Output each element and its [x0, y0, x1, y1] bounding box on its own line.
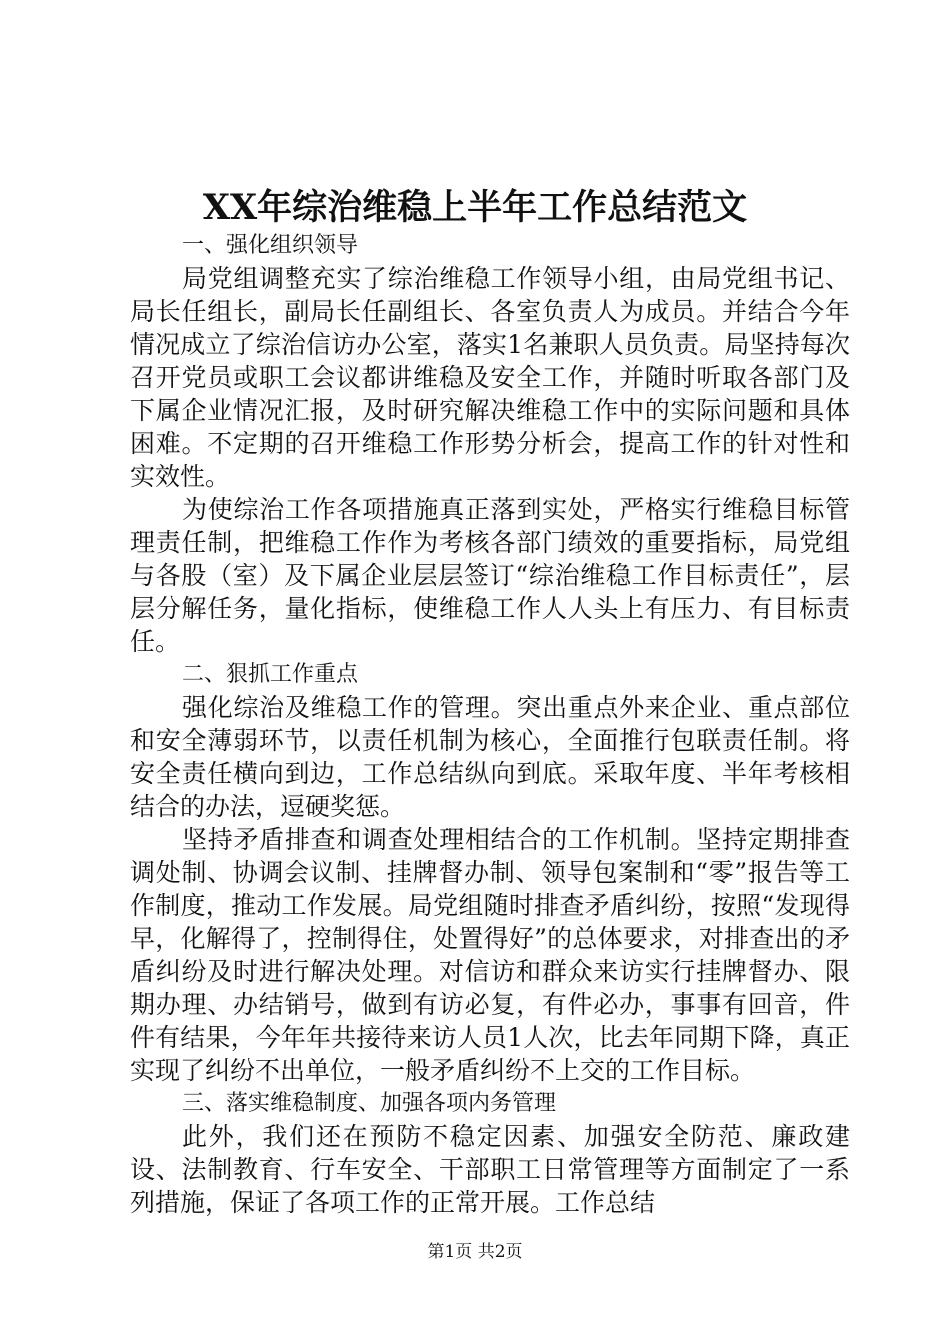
document-title: XX年综治维稳上半年工作总结范文 — [202, 187, 748, 228]
section-1 — [130, 229, 850, 658]
paragraph: 为使综治工作各项措施真正落到实处，严格实行维稳目标管理责任制，把维稳工作作为考核各部门绩效的重要指标，局党组与各股（室）及下属企业层层签订“综治维稳工作目标责任”，层层分解任务，量化指标，使维稳工作人人头上有压力、有目标责任。 — [130, 495, 850, 656]
section-2 — [130, 658, 850, 1087]
section-3 — [130, 1087, 850, 1219]
document-body — [130, 229, 850, 1219]
section-heading: 一、强化组织领导 — [182, 233, 359, 258]
paragraph: 局党组调整充实了综治维稳工作领导小组，由局党组书记、局长任组长，副局长任副组长、各室负责人为成员。并结合今年情况成立了综治信访办公室，落实1名兼职人员负责。局坚持每次召开党员或职工会议都讲维稳及安全工作，并随时听取各部门及下属企业情况汇报，及时研究解决维稳工作中的实际问题和具体困难。不定期的召开维稳工作形势分析会，提高工作的针对性和实效性。 — [130, 264, 850, 491]
paragraph: 强化综治及维稳工作的管理。突出重点外来企业、重点部位和安全薄弱环节，以责任机制为核心，全面推行包联责任制。将安全责任横向到边，工作总结纵向到底。采取年度、半年考核相结合的办法，逗硬奖惩。 — [130, 693, 850, 821]
paragraph: 此外，我们还在预防不稳定因素、加强安全防范、廉政建设、法制教育、行车安全、干部职工日常管理等方面制定了一系列措施，保证了各项工作的正常开展。工作总结 — [130, 1122, 850, 1217]
paragraph: 坚持矛盾排查和调查处理相结合的工作机制。坚持定期排查调处制、协调会议制、挂牌督办制、领导包案制和“零”报告等工作制度，推动工作发展。局党组随时排查矛盾纠纷，按照“发现得早，化解得了，控制得住，处置得好”的总体要求，对排查出的矛盾纠纷及时进行解决处理。对信访和群众来访实行挂牌督办、限期办理、办结销号，做到有访必复，有件必办，事事有回音，件件有结果，今年年共接待来访人员1人次，比去年同期下降，真正实现了纠纷不出单位，一般矛盾纠纷不上交的工作目标。 — [130, 825, 850, 1085]
section-heading: 二、狠抓工作重点 — [182, 662, 359, 687]
section-heading: 三、落实维稳制度、加强各项内务管理 — [182, 1091, 557, 1116]
page-footer: 第1页 共2页 — [427, 1242, 523, 1262]
